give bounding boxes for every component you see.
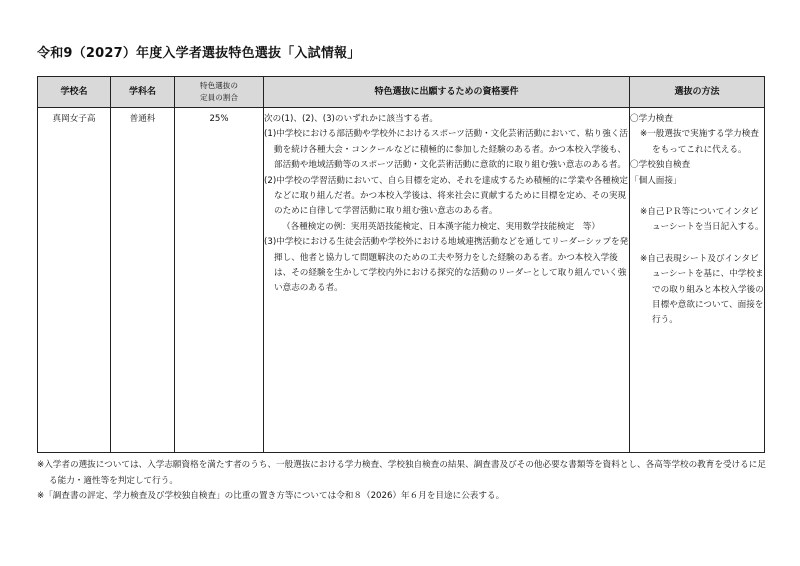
- method-interview: 「個人面接」: [630, 175, 682, 186]
- footnote-2: ※「調査書の評定、学力検査及び学校独自検査」の比重の置き方等については令和８（2026）年６月を目途に公表する。: [37, 491, 505, 501]
- table-row: [38, 108, 765, 453]
- admission-info-table: [37, 76, 765, 453]
- header-ratio-line1: 特色選抜の: [200, 81, 238, 90]
- header-method: 選抜の方法: [630, 77, 765, 108]
- cell-school: 真岡女子高: [38, 108, 111, 453]
- requirement-item-2: (2)中学校の学習活動において、自ら目標を定め、それを達成するため積極的に学業や各種検定などに取り組んだ者。かつ本校入学後は、将来社会に貢献するために目標を定め、その実現のために自律して学習活動に取り組む強い意志のある者。: [264, 175, 629, 217]
- requirement-item-2-note: （各種検定の例：実用英語技能検定、日本漢字能力検定、実用数学技能検定 等）: [282, 221, 600, 232]
- cell-ratio: 25%: [175, 108, 264, 453]
- cell-method: [630, 108, 765, 453]
- footnote-1: ※入学者の選抜については、入学志願資格を満たす者のうち、一般選抜における学力検査、学校独自検査の結果、調査書及びその他必要な書類等を資料とし、各高等学校の教育を受けるに足る能力・適性等を判定して行う。: [37, 460, 766, 486]
- cell-course: 普通科: [111, 108, 175, 453]
- requirement-item-1: (1)中学校における部活動や学校外におけるスポーツ活動・文化芸術活動において、粘り強く活動を続け各種大会・コンクールなどに積極的に参加した経験のある者。かつ本校入学後も、部活動や地域活動等のスポーツ活動・文化芸術活動に意欲的に取り組む強い意志のある者。: [264, 129, 629, 171]
- header-school: 学校名: [38, 77, 111, 108]
- footnotes: [37, 458, 767, 505]
- method-academic-test-note: ※一般選抜で実施する学力検査をもってこれに代える。: [640, 129, 759, 155]
- table-header-row: [38, 77, 765, 108]
- requirements-intro: 次の(1)、(2)、(3)のいずれかに該当する者。: [264, 114, 439, 124]
- header-requirements: 特色選抜に出願するための資格要件: [264, 77, 630, 108]
- header-ratio: [175, 77, 264, 108]
- method-note-interview-basis: ※自己表現シート及びインタビューシートを基に、中学校までの取り組みと本校入学後の目標や意欲について、面接を行う。: [640, 253, 764, 326]
- method-school-test: 〇学校独自検査: [630, 160, 691, 171]
- requirement-item-3: (3)中学校における生徒会活動や学校外における地域連携活動などを通してリーダーシップを発揮し、他者と協力して問題解決のための工夫や努力をした経験のある者。かつ本校入学後は、その経験を生かして学校内外における探究的な活動のリーダーとして取り組んでいく強い意志のある者。: [264, 237, 629, 294]
- header-course: 学科名: [111, 77, 175, 108]
- cell-requirements: [264, 108, 630, 453]
- page-title: 令和9（2027）年度入学者選抜特色選抜「入試情報」: [37, 46, 361, 61]
- method-note-interview-sheet: ※自己ＰＲ等についてインタビューシートを当日記入する。: [640, 207, 764, 233]
- method-academic-test: 〇学力検査: [630, 114, 673, 124]
- header-ratio-line2: 定員の割合: [200, 93, 238, 102]
